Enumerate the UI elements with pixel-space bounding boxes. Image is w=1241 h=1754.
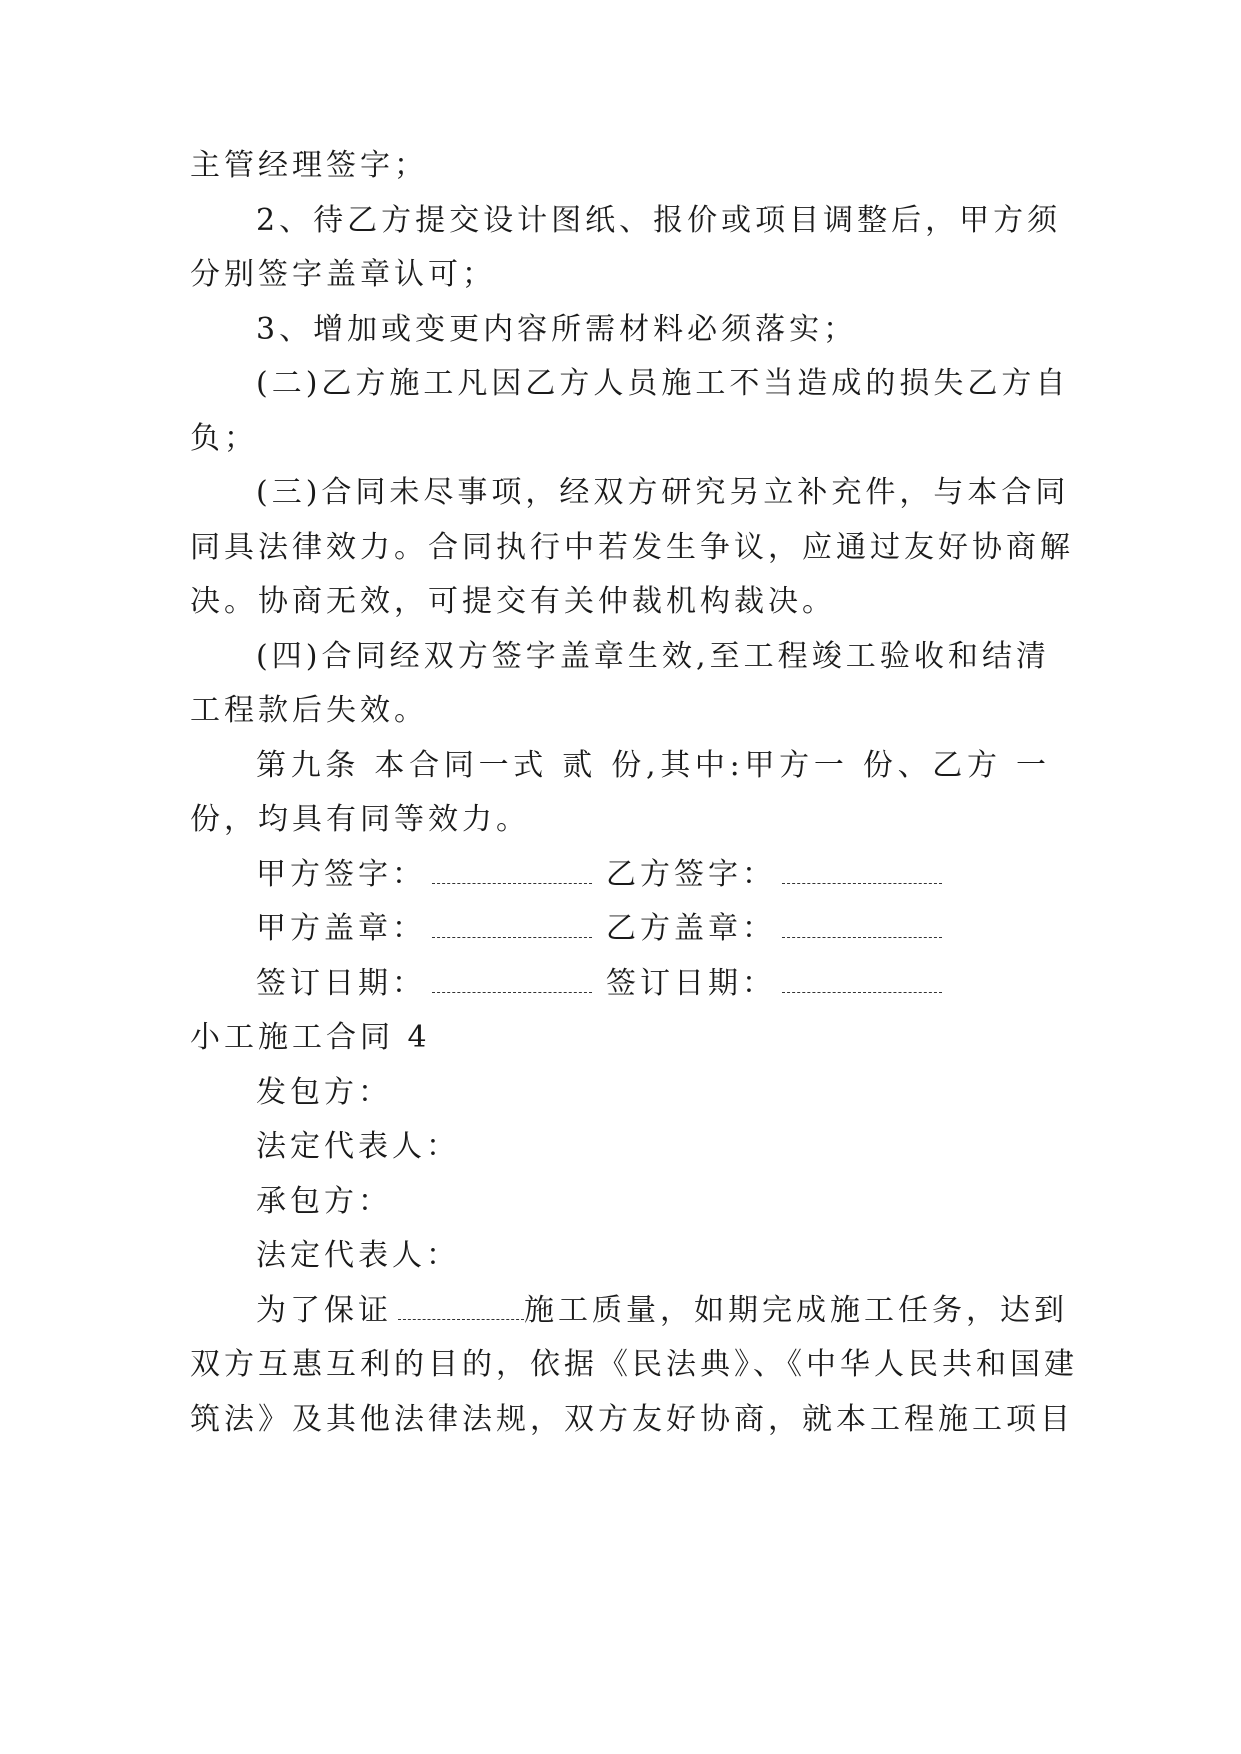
text-line: 负； [190,421,258,456]
signature-blank [782,859,942,884]
text-line: 第九条 本合同一式 贰 份,其中:甲方一 份、乙方 一 [256,748,1050,783]
intro-prefix: 为了保证 [256,1293,392,1328]
text-line: 分别签字盖章认可； [190,257,496,292]
signature-label: 签订日期： [256,966,426,1001]
signature-blank [432,968,592,993]
signature-label: 甲方盖章： [256,911,426,946]
party-line: 承包方： [256,1184,392,1219]
signature-label: 乙方签字： [606,857,776,892]
text-line: (三)合同未尽事项，经双方研究另立补充件，与本合同 [256,475,1070,510]
intro-suffix: 施工质量，如期完成施工任务，达到 [524,1293,1068,1328]
signature-label: 签订日期： [606,966,776,1001]
signature-field-left [256,909,592,949]
text-line: 决。协商无效，可提交有关仲裁机构裁决。 [190,584,836,619]
party-line: 法定代表人： [256,1238,460,1273]
signature-field-right [606,964,942,1004]
text-line: 双方互惠互利的目的，依据《民法典》、《中华人民共和国建 [190,1347,1078,1382]
intro-line [256,1291,1068,1331]
signature-blank [432,913,592,938]
signature-label: 甲方签字： [256,857,426,892]
text-line: 筑法》及其他法律法规，双方友好协商，就本工程施工项目 [190,1402,1074,1437]
text-line: 工程款后失效。 [190,693,428,728]
signature-field-left [256,855,592,895]
text-line: 2、待乙方提交设计图纸、报价或项目调整后，甲方须 [256,203,1062,238]
signature-field-left [256,964,592,1004]
party-line: 发包方： [256,1075,392,1110]
party-line: 法定代表人： [256,1129,460,1164]
signature-field-right [606,855,942,895]
text-line: 主管经理签字； [190,148,428,183]
section-title: 小工施工合同 4 [190,1020,431,1055]
text-line: 份，均具有同等效力。 [190,802,530,837]
project-blank [398,1295,524,1320]
signature-blank [782,968,942,993]
signature-blank [432,859,592,884]
signature-blank [782,913,942,938]
text-line: 同具法律效力。合同执行中若发生争议，应通过友好协商解 [190,530,1074,565]
text-line: 3、增加或变更内容所需材料必须落实； [256,312,858,347]
text-line: (二)乙方施工凡因乙方人员施工不当造成的损失乙方自 [256,366,1070,401]
signature-label: 乙方盖章： [606,911,776,946]
text-line: (四)合同经双方签字盖章生效,至工程竣工验收和结清 [256,639,1050,674]
signature-field-right [606,909,942,949]
